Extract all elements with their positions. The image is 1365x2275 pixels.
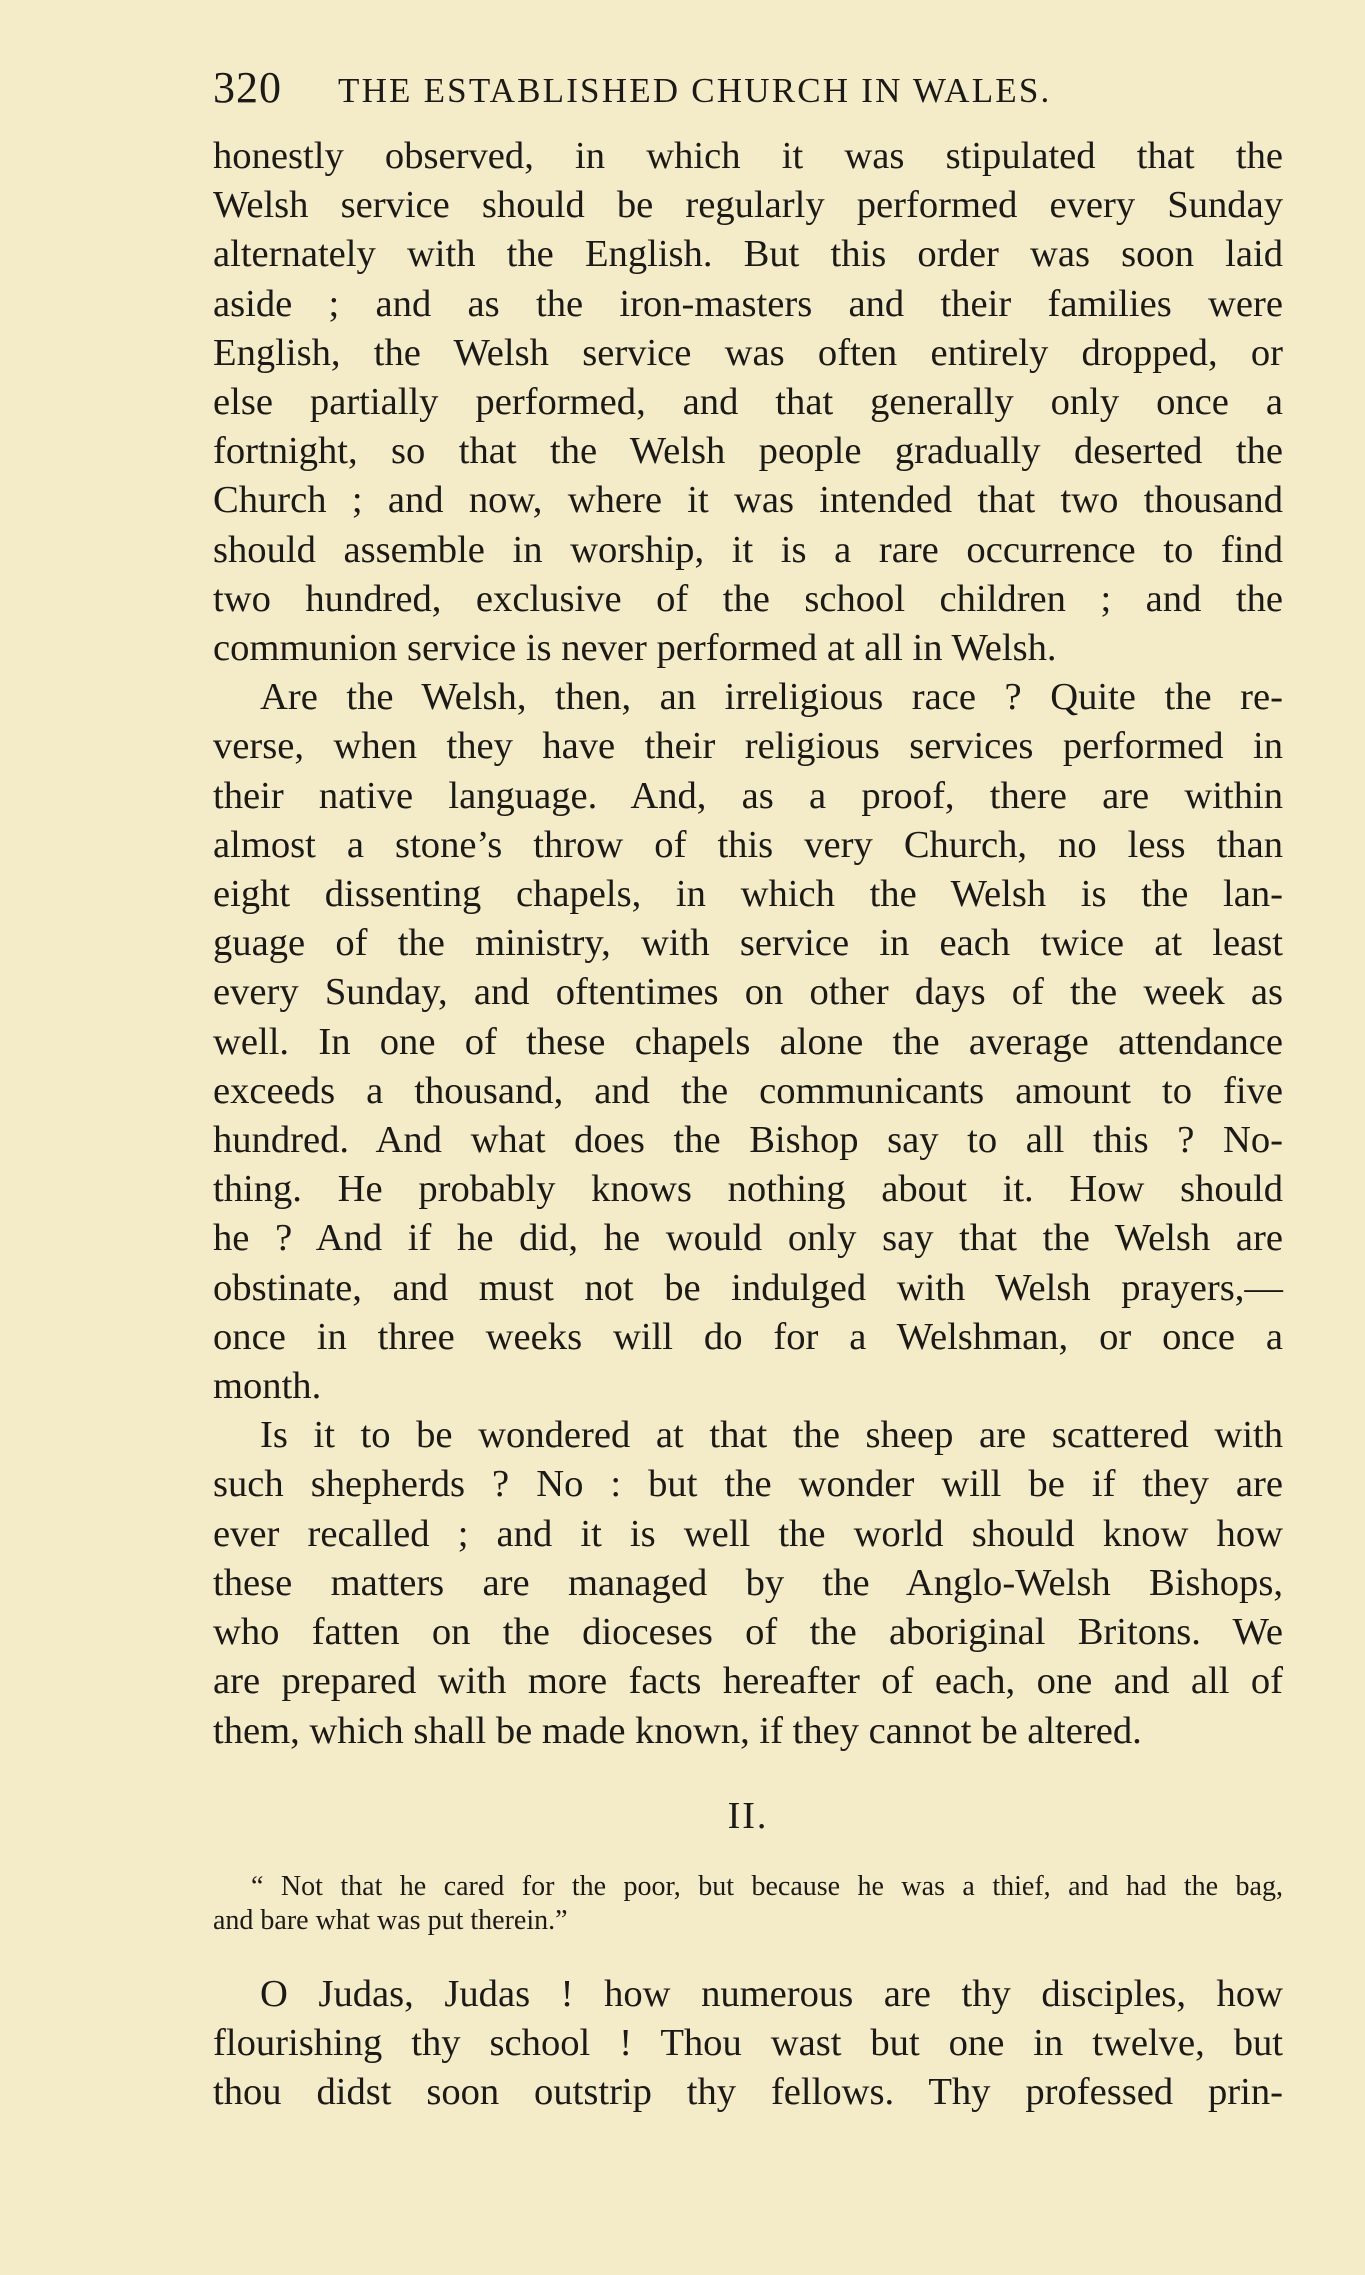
text-line: English, the Welsh service was often entirely dropped, or <box>213 331 1283 374</box>
text-line: Welsh service should be regularly performed every Sunday <box>213 184 1283 227</box>
text-line: thou didst soon outstrip thy fellows. Thy professed prin- <box>213 2071 1283 2114</box>
text-line: guage of the ministry, with service in each twice at least <box>213 922 1283 965</box>
epigraph-line: “ Not that he cared for the poor, but because he was a thief, and had the bag, <box>251 1870 1283 1902</box>
text-line: thing. He probably knows nothing about it. How should <box>213 1168 1283 1211</box>
text-line: ever recalled ; and it is well the world should know how <box>213 1512 1283 1555</box>
text-line: their native language. And, as a proof, there are within <box>213 774 1283 817</box>
paragraph-1 <box>213 132 1283 673</box>
text-line: hundred. And what does the Bishop say to all this ? No- <box>213 1119 1283 1162</box>
text-line: every Sunday, and oftentimes on other days of the week as <box>213 971 1283 1014</box>
paragraph-3 <box>213 1411 1283 1755</box>
epigraph-line: and bare what was put therein.” <box>213 1904 568 1936</box>
paragraph-4 <box>213 1970 1283 2118</box>
text-line: communion service is never performed at all in Welsh. <box>213 627 1057 670</box>
epigraph-quote <box>213 1870 1283 1938</box>
text-line: obstinate, and must not be indulged with Welsh prayers,— <box>213 1266 1283 1309</box>
text-line: else partially performed, and that generally only once a <box>213 381 1283 424</box>
running-title: THE ESTABLISHED CHURCH IN WALES. <box>338 71 1052 110</box>
text-line: well. In one of these chapels alone the average attendance <box>213 1020 1283 1063</box>
text-line: fortnight, so that the Welsh people gradually deserted the <box>213 430 1283 473</box>
text-line: Are the Welsh, then, an irreligious race ? Quite the re- <box>260 676 1283 719</box>
page-number: 320 <box>213 63 282 112</box>
text-line: almost a stone’s throw of this very Church, no less than <box>213 823 1283 866</box>
text-line: month. <box>213 1365 322 1408</box>
text-line: Is it to be wondered at that the sheep are scattered with <box>260 1414 1283 1457</box>
text-line: aside ; and as the iron-masters and their families were <box>213 282 1283 325</box>
text-line: who fatten on the dioceses of the aboriginal Britons. We <box>213 1611 1283 1654</box>
text-line: these matters are managed by the Anglo-Welsh Bishops, <box>213 1561 1283 1604</box>
text-line: alternately with the English. But this order was soon laid <box>213 233 1283 276</box>
paragraph-2 <box>213 673 1283 1411</box>
text-line: honestly observed, in which it was stipulated that the <box>213 135 1283 177</box>
text-line: flourishing thy school ! Thou wast but one in twelve, but <box>213 2021 1283 2064</box>
text-line: them, which shall be made known, if they cannot be altered. <box>213 1709 1142 1752</box>
text-line: Church ; and now, where it was intended that two thousand <box>213 479 1283 522</box>
text-line: two hundred, exclusive of the school children ; and the <box>213 577 1283 620</box>
text-line: exceeds a thousand, and the communicants amount to five <box>213 1069 1283 1112</box>
text-line: once in three weeks will do for a Welshman, or once a <box>213 1315 1283 1358</box>
text-line: such shepherds ? No : but the wonder will be if they are <box>213 1463 1283 1506</box>
text-line: should assemble in worship, it is a rare occurrence to find <box>213 528 1283 571</box>
text-line: he ? And if he did, he would only say that the Welsh are <box>213 1217 1283 1260</box>
section-number: II. <box>727 1794 769 1837</box>
text-line: eight dissenting chapels, in which the Welsh is the lan- <box>213 873 1283 916</box>
text-line: are prepared with more facts hereafter of each, one and all of <box>213 1660 1283 1703</box>
text-line: O Judas, Judas ! how numerous are thy disciples, how <box>260 1972 1283 2015</box>
book-page <box>213 62 1283 2117</box>
running-head <box>213 62 1283 132</box>
text-line: verse, when they have their religious services performed in <box>213 725 1283 768</box>
